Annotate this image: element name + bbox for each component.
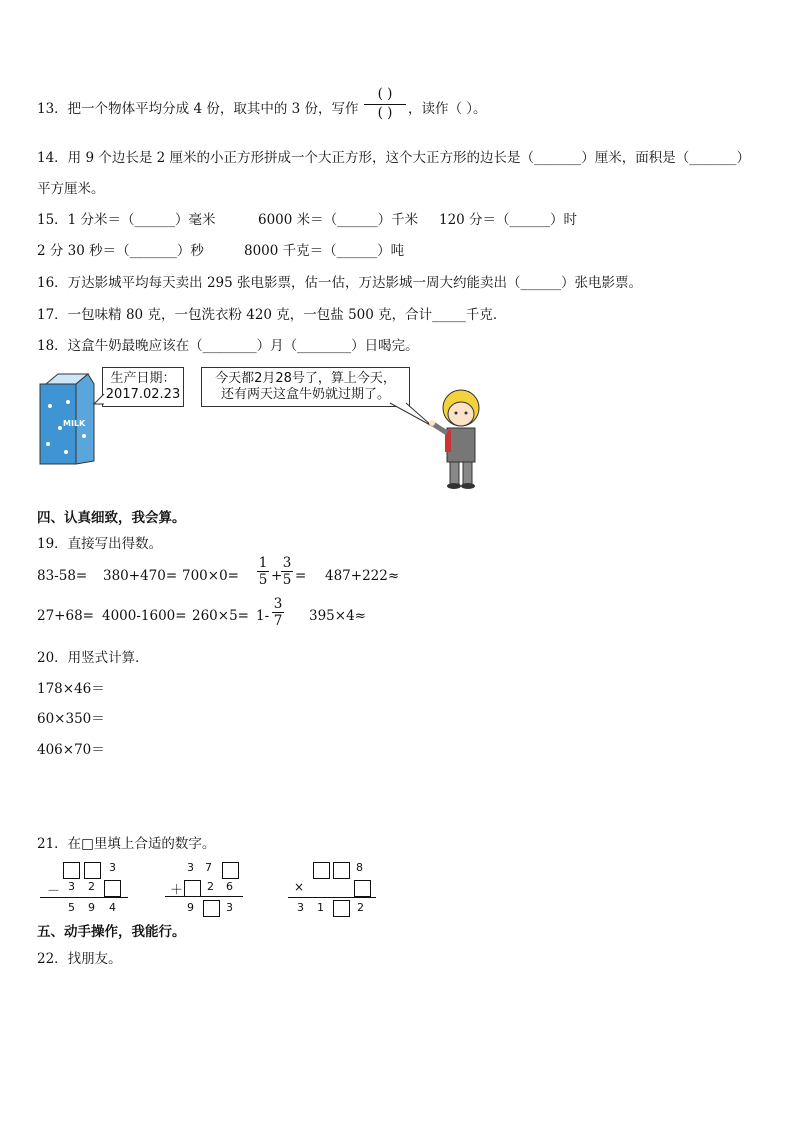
q19-frac-1a bbox=[257, 555, 269, 588]
speech-bubble bbox=[201, 367, 410, 407]
q21-p2-r2b: 6 bbox=[226, 880, 233, 893]
frac-den: 5 bbox=[258, 572, 268, 588]
q20-item-3: 406×70＝ bbox=[37, 742, 105, 758]
q21-p1-r1: 3 bbox=[109, 861, 116, 874]
q15-d: 2 分 30 秒＝（_______）秒 bbox=[37, 243, 204, 259]
q21-p2-r1b: 7 bbox=[205, 861, 212, 874]
q21-title: 21．在□里填上合适的数字。 bbox=[37, 836, 216, 852]
q17-text: 17．一包味精 80 克，一包洗衣粉 420 克，一包盐 500 克，合计_____千克． bbox=[37, 307, 507, 323]
frac-num: 3 bbox=[273, 596, 283, 612]
q15-b: 6000 米＝（______）千米 bbox=[258, 212, 419, 228]
q15-e: 8000 千克＝（______）吨 bbox=[244, 243, 405, 259]
q21-p1-r2a: 3 bbox=[68, 880, 75, 893]
q21-p1-res-1: 5 bbox=[68, 901, 75, 914]
prod-label: 生产日期： bbox=[110, 371, 176, 386]
q21-p2-op: ＋ bbox=[170, 883, 184, 898]
section5-heading: 五、动手操作，我能行。 bbox=[37, 924, 186, 940]
q19-r2-c: 260×5= bbox=[192, 608, 249, 624]
frac-num: 3 bbox=[282, 555, 292, 571]
q21-p1-op: － bbox=[47, 884, 61, 899]
q16-text: 16．万达影城平均每天卖出 295 张电影票，估一估，万达影城一周大约能卖出（______）张电影票。 bbox=[37, 275, 643, 291]
q20-item-2: 60×350＝ bbox=[37, 711, 105, 727]
q21-p3-box-3[interactable] bbox=[354, 878, 371, 897]
q21-p2-box-2[interactable] bbox=[184, 878, 201, 897]
q21-p3-box-2[interactable] bbox=[333, 860, 350, 879]
q13-text: 13．把一个物体平均分成 4 份，取其中的 3 份，写作 bbox=[37, 101, 359, 117]
q19-r1-b: 380+470= bbox=[103, 568, 178, 584]
q14-line2: 平方厘米。 bbox=[37, 181, 105, 197]
q15-c: 120 分＝（______）时 bbox=[439, 212, 578, 228]
q21-p2-box-3[interactable] bbox=[203, 898, 220, 917]
q19-title: 19．直接写出得数。 bbox=[37, 536, 163, 552]
callout-pointer bbox=[93, 392, 105, 408]
q21-p1-res-2: 9 bbox=[88, 901, 95, 914]
q21-p3-box-4[interactable] bbox=[333, 898, 350, 917]
q13-fraction bbox=[364, 86, 406, 121]
q19-r2-e: 395×4≈ bbox=[309, 608, 366, 624]
q19-one-minus: 1- bbox=[256, 608, 270, 624]
q13-tail: ，读作（ ）。 bbox=[408, 101, 487, 117]
q21-p3-op: × bbox=[294, 880, 305, 894]
q19-r1-a: 83-58= bbox=[37, 568, 88, 584]
boy-illustration bbox=[425, 378, 495, 493]
q21-p2-res-c: 3 bbox=[226, 901, 233, 914]
q21-p2-r1a: 3 bbox=[187, 861, 194, 874]
milk-carton-illustration bbox=[36, 366, 98, 466]
q21-p2-box-1[interactable] bbox=[222, 860, 239, 879]
speech-line1: 今天都2月28号了，算上今天， bbox=[215, 371, 396, 386]
q21-p3-r1: 8 bbox=[356, 861, 363, 874]
q13-frac-bottom: ( ) bbox=[377, 105, 393, 121]
q13-frac-top: ( ) bbox=[377, 86, 393, 102]
q15-a: 15．1 分米＝（______）毫米 bbox=[37, 212, 216, 228]
production-date-callout bbox=[102, 367, 184, 407]
q19-frac-2 bbox=[272, 596, 284, 629]
milk-label: MILK bbox=[63, 419, 86, 428]
q21-p3-res-b: 1 bbox=[317, 901, 324, 914]
q21-p2-rule bbox=[165, 896, 243, 897]
section4-heading: 四、认真细致，我会算。 bbox=[37, 510, 186, 526]
q19-plus: + bbox=[271, 568, 283, 584]
prod-date: 2017.02.23 bbox=[105, 387, 181, 402]
q19-frac-1b bbox=[281, 555, 293, 588]
q19-r1-e: 487+222≈ bbox=[325, 568, 400, 584]
q19-r2-a: 27+68= bbox=[37, 608, 94, 624]
q21-p2-res-a: 9 bbox=[187, 901, 194, 914]
q18-text: 18．这盒牛奶最晚应该在（________）月（________）日喝完。 bbox=[37, 338, 419, 354]
speech-line2: 还有两天这盒牛奶就过期了。 bbox=[220, 387, 390, 402]
q22-text: 22．找朋友。 bbox=[37, 951, 122, 967]
frac-den: 5 bbox=[282, 572, 292, 588]
frac-num: 1 bbox=[258, 555, 268, 571]
q21-p2-r2a: 2 bbox=[207, 880, 214, 893]
q20-item-1: 178×46＝ bbox=[37, 681, 105, 697]
q21-p3-rule bbox=[288, 897, 376, 898]
q21-p3-res-a: 3 bbox=[297, 901, 304, 914]
q19-r2-b: 4000-1600= bbox=[102, 608, 187, 624]
q19-r1-c: 700×0= bbox=[182, 568, 239, 584]
q21-p1-res-3: 4 bbox=[109, 901, 116, 914]
q21-p3-res-d: 2 bbox=[357, 901, 364, 914]
q21-p1-box-1[interactable] bbox=[63, 860, 80, 879]
q21-p3-box-1[interactable] bbox=[313, 860, 330, 879]
q21-p1-r2b: 2 bbox=[88, 880, 95, 893]
q19-eq: = bbox=[295, 568, 307, 584]
q21-p1-rule bbox=[40, 897, 128, 898]
frac-den: 7 bbox=[273, 613, 283, 629]
q21-p1-box-3[interactable] bbox=[104, 878, 121, 897]
q20-title: 20．用竖式计算． bbox=[37, 650, 149, 666]
q21-p1-box-2[interactable] bbox=[84, 860, 101, 879]
q14-line1: 14．用 9 个边长是 2 厘米的小正方形拼成一个大正方形，这个大正方形的边长是（_______）厘米，面积是（_______） bbox=[37, 150, 751, 166]
